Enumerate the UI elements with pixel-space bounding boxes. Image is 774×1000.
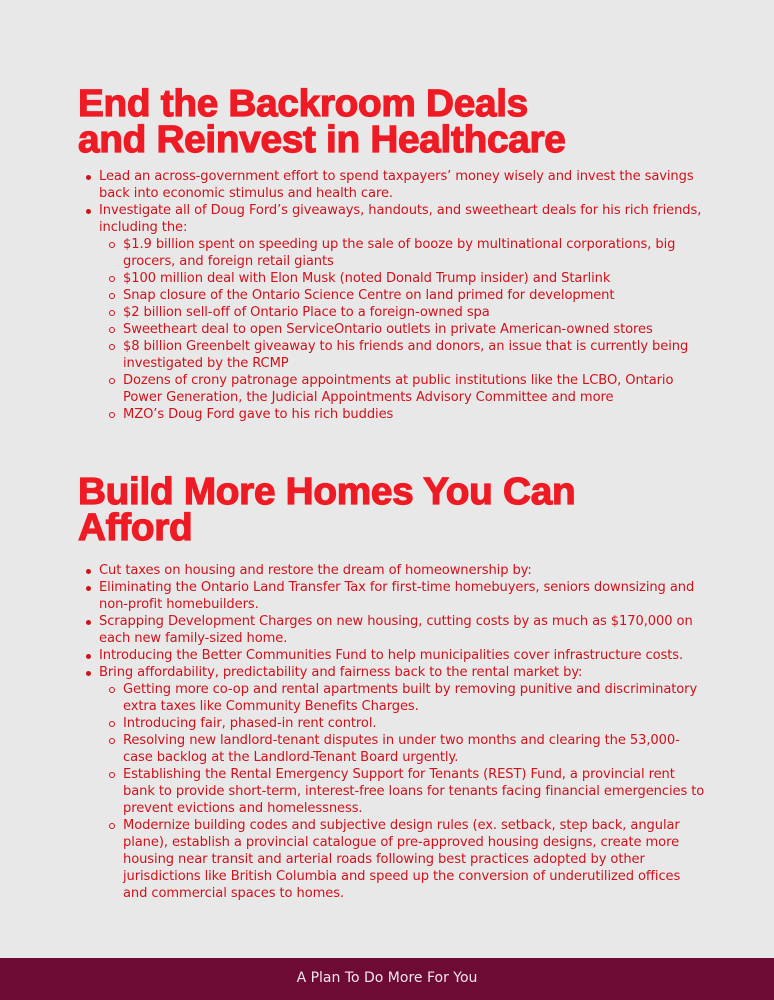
title-line: Afford [78, 507, 193, 549]
sub-list-item: Snap closure of the Ontario Science Centre on land primed for development [99, 287, 706, 304]
sub-list-item: $8 billion Greenbelt giveaway to his friends and donors, an issue that is currently being investigated by the RCMP [99, 338, 706, 372]
sub-list-item: Resolving new landlord-tenant disputes in under two months and clearing the 53,000-case backlog at the Landlord-Tenant Board urgently. [99, 732, 706, 766]
list-item: Scrapping Development Charges on new housing, cutting costs by as much as $170,000 on each new family-sized home. [78, 613, 706, 647]
section-title-homes [78, 471, 576, 549]
sub-list-item: Modernize building codes and subjective design rules (ex. setback, step back, angular plane), establish a provincial catalogue of pre-approved housing designs, create more housing near transit and arterial roads following best practices adopted by other jurisdictions like British Columbia and speed up the conversion of underutilized offices and commercial spaces to homes. [99, 817, 706, 902]
sub-list [99, 681, 706, 902]
footer-text: A Plan To Do More For You [296, 970, 478, 986]
list-item: Introducing the Better Communities Fund to help municipalities cover infrastructure costs. [78, 647, 706, 664]
list-item [78, 202, 706, 423]
title-line: End the Backroom Deals [78, 83, 528, 125]
sub-list-item: Establishing the Rental Emergency Support for Tenants (REST) Fund, a provincial rent bank to provide short-term, interest-free loans for tenants facing financial emergencies to prevent evictions and homelessness. [99, 766, 706, 817]
sub-list-item: $100 million deal with Elon Musk (noted Donald Trump insider) and Starlink [99, 270, 706, 287]
sub-list-item: Introducing fair, phased-in rent control. [99, 715, 706, 732]
sub-list-item: $2 billion sell-off of Ontario Place to a foreign-owned spa [99, 304, 706, 321]
title-line: Build More Homes You Can [78, 471, 576, 513]
homes-list [78, 562, 706, 902]
list-item-text: Investigate all of Doug Ford’s giveaways, handouts, and sweetheart deals for his rich friends, including the: [99, 203, 702, 235]
footer-bar [0, 958, 774, 1000]
title-line: and Reinvest in Healthcare [78, 119, 566, 161]
sub-list-item: MZO’s Doug Ford gave to his rich buddies [99, 406, 706, 423]
list-item: Lead an across-government effort to spend taxpayers’ money wisely and invest the savings back into economic stimulus and health care. [78, 168, 706, 202]
sub-list-item: Getting more co-op and rental apartments built by removing punitive and discriminatory extra taxes like Community Benefits Charges. [99, 681, 706, 715]
sub-list-item: Dozens of crony patronage appointments at public institutions like the LCBO, Ontario Power Generation, the Judicial Appointments Advisory Committee and more [99, 372, 706, 406]
list-item: Eliminating the Ontario Land Transfer Tax for first-time homebuyers, seniors downsizing and non-profit homebuilders. [78, 579, 706, 613]
sub-list-item: Sweetheart deal to open ServiceOntario outlets in private American-owned stores [99, 321, 706, 338]
healthcare-list [78, 168, 706, 423]
section-title-healthcare [78, 83, 566, 161]
sub-list [99, 236, 706, 423]
list-item: Cut taxes on housing and restore the dream of homeownership by: [78, 562, 706, 579]
list-item-text: Bring affordability, predictability and fairness back to the rental market by: [99, 665, 583, 680]
list-item [78, 664, 706, 902]
sub-list-item: $1.9 billion spent on speeding up the sale of booze by multinational corporations, big grocers, and foreign retail giants [99, 236, 706, 270]
